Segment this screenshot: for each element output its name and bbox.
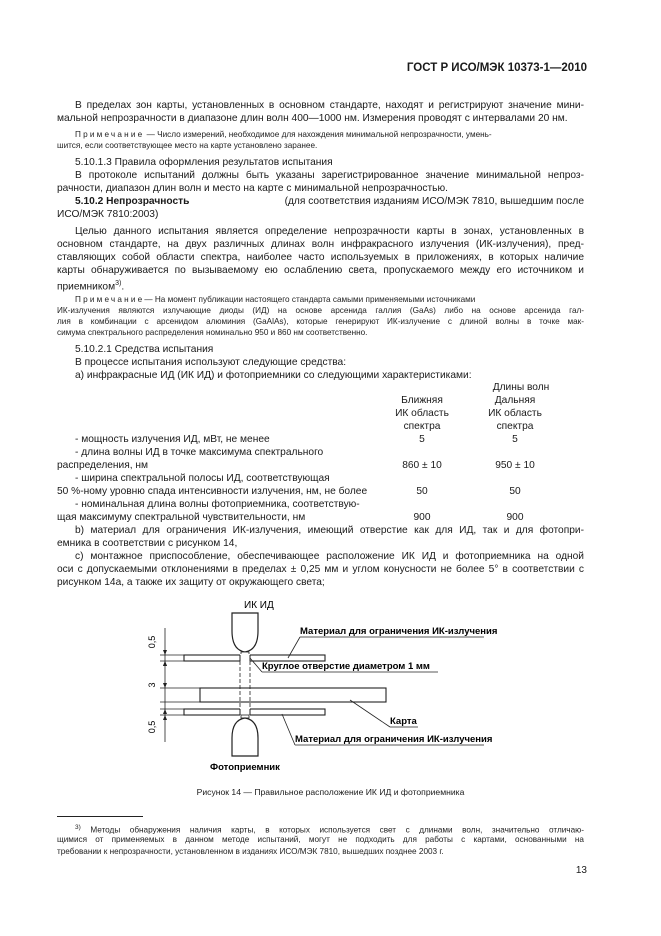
- table-cell: 50: [509, 486, 521, 497]
- table-row-label: - мощность излучения ИД, мВт, не менее: [75, 434, 270, 445]
- top-hole: [240, 654, 250, 662]
- card-bar: [200, 688, 386, 702]
- table-row-label: - ширина спектральной полосы ИД, соответствующая: [75, 473, 330, 484]
- card-label: Карта: [390, 716, 417, 727]
- note-line: ИК-излучения являются излучающие диоды (ИД) на основе арсенида галлия (GaAs) либо на основе арсенида гал-: [57, 306, 584, 315]
- emitter-label: ИК ИД: [244, 600, 274, 611]
- paragraph-line: основном стандарте, на двух различных длинах волн инфракрасного излучения (ИК-излучения), пред-: [57, 239, 584, 250]
- list-item: рисунком 14а, а также их защиту от окружающего света;: [57, 577, 325, 588]
- section-heading: 5.10.1.3 Правила оформления результатов испытания: [75, 157, 333, 168]
- paragraph-line: карты обнаруживается по вызываемому ею ослаблению света, пропускаемого между его источником и: [57, 265, 584, 276]
- section-title: (для соответствия изданиям ИСО/МЭК 7810, вышедшим после: [284, 196, 584, 207]
- receiver-label: Фотоприемник: [210, 762, 280, 773]
- table-col-header: спектра: [496, 421, 534, 432]
- section-number: 5.10.2 Непрозрачность: [75, 196, 190, 207]
- figure-caption: Рисунок 14 — Правильное расположение ИК ИД и фотоприемника: [196, 787, 465, 797]
- paragraph-line: ставляющих собой области спектра, наиболее часто используемых в приложениях, в которых наличие: [57, 252, 584, 263]
- paragraph-line: В протоколе испытаний должны быть указаны зарегистрированное значение минимальной непроз-: [75, 170, 584, 181]
- table-cell: 950 ± 10: [495, 460, 535, 471]
- material-bottom-label: Материал для ограничения ИК-излучения: [295, 734, 493, 745]
- paragraph-line: рачности, диапазон длин волн и место на карте с минимальной непрозрачностью.: [57, 183, 448, 194]
- leader-line: [282, 714, 295, 745]
- paragraph-line: мальной непрозрачности в диапазоне длин волн 400—1000 нм. Измерения проводят с интервалами 20 нм.: [57, 113, 568, 124]
- footnote-ref: 3): [115, 280, 122, 287]
- footnote-divider: [57, 816, 143, 817]
- receiver-body: [232, 718, 258, 756]
- table-col-header: Дальняя: [494, 395, 536, 406]
- table-cell: 50: [416, 486, 428, 497]
- footnote-marker: 3): [75, 824, 81, 831]
- bottom-material-bar: [184, 709, 325, 715]
- note-text: — Число измерений, необходимое для нахождения минимальной непрозрачности, умень-: [144, 130, 492, 139]
- table-cell: 900: [506, 512, 524, 523]
- table-col-header: Ближняя: [401, 395, 443, 406]
- footnote-line: щимися от применяемых в данном методе испытаний, могут не подходить для работы с картами, основанными на: [57, 835, 584, 844]
- note-line: лия в комбинации с арсенидом алюминия (GaAlAs), которые генерируют ИК-излучение с длиной волны в точке мак-: [57, 317, 584, 326]
- dim-label-top: 0,5: [147, 635, 157, 649]
- material-top-label: Материал для ограничения ИК-излучения: [300, 626, 498, 637]
- section-heading-line: ИСО/МЭК 7810:2003): [57, 209, 159, 220]
- table-col-header: ИК область: [488, 408, 542, 419]
- table-cell: 5: [512, 434, 518, 445]
- page-number: 13: [575, 865, 587, 876]
- note-label: Примечание: [75, 130, 145, 139]
- table-cell: 900: [413, 512, 431, 523]
- list-item: оси с допускаемыми отклонениями в пределах ± 0,25 мм и углом конусности не более 5° в соответствии с: [57, 564, 584, 575]
- footnote-line: требовании к непрозрачности, установленном в изданиях ИСО/МЭК 7810, вышедших позднее 2003 г.: [57, 847, 444, 856]
- section-heading: 5.10.2.1 Средства испытания: [75, 344, 214, 355]
- list-item: c) монтажное приспособление, обеспечивающее расположение ИК ИД и фотоприемника на одной: [75, 551, 584, 562]
- leader-line: [350, 700, 390, 727]
- table-row-label: распределения, нм: [57, 460, 149, 471]
- hole-label: Круглое отверстие диаметром 1 мм: [262, 661, 430, 672]
- note-line: симума спектрального распределения номинально 950 и 860 нм соответственно.: [57, 328, 368, 337]
- list-item: емника в соответствии с рисунком 14,: [57, 538, 238, 549]
- paragraph-line: Целью данного испытания является определение непрозрачности карты в зонах, установленных в: [75, 226, 584, 237]
- table-row-label: - номинальная длина волны фотоприемника, соответствую-: [75, 499, 360, 510]
- note-line: шится, если соответствующее место на карте установлено заранее.: [57, 141, 318, 150]
- list-item: а) инфракрасные ИД (ИК ИД) и фотоприемники со следующими характеристиками:: [75, 370, 472, 381]
- table-cell: 860 ± 10: [402, 460, 442, 471]
- footnote-text: Методы обнаружения наличия карты, в которых используется свет с длинами волн, значительно отличаю-: [80, 825, 584, 835]
- table-cell: 5: [419, 434, 425, 445]
- table-row-label: щая максимуму спектральной чувствительности, нм: [57, 512, 306, 523]
- table-group-header: Длины волн: [492, 382, 550, 393]
- document-header: ГОСТ Р ИСО/МЭК 10373-1—2010: [406, 62, 587, 74]
- note-label: Примечание: [75, 295, 145, 304]
- table-col-header: спектра: [403, 421, 441, 432]
- dim-label-mid: 3: [147, 682, 157, 688]
- list-item: b) материал для ограничения ИК-излучения, имеющий отверстие как для ИД, так и для фотопри-: [75, 525, 584, 536]
- paragraph-line: В пределах зон карты, установленных в основном стандарте, находят и регистрируют значение мини-: [75, 100, 584, 111]
- table-row-label: - длина волны ИД в точке максимума спектрального: [75, 447, 324, 458]
- emitter-body: [232, 613, 258, 652]
- table-col-header: ИК область: [395, 408, 449, 419]
- note-text: — На момент публикации настоящего стандарта самыми применяемыми источниками: [144, 295, 476, 304]
- paragraph-text: приемником: [57, 281, 116, 293]
- paragraph-text: .: [121, 281, 125, 293]
- table-row-label: 50 %-ному уровню спада интенсивности излучения, нм, не более: [57, 486, 368, 497]
- paragraph-line: В процессе испытания используют следующие средства:: [75, 357, 347, 368]
- dim-label-bottom: 0,5: [147, 720, 157, 734]
